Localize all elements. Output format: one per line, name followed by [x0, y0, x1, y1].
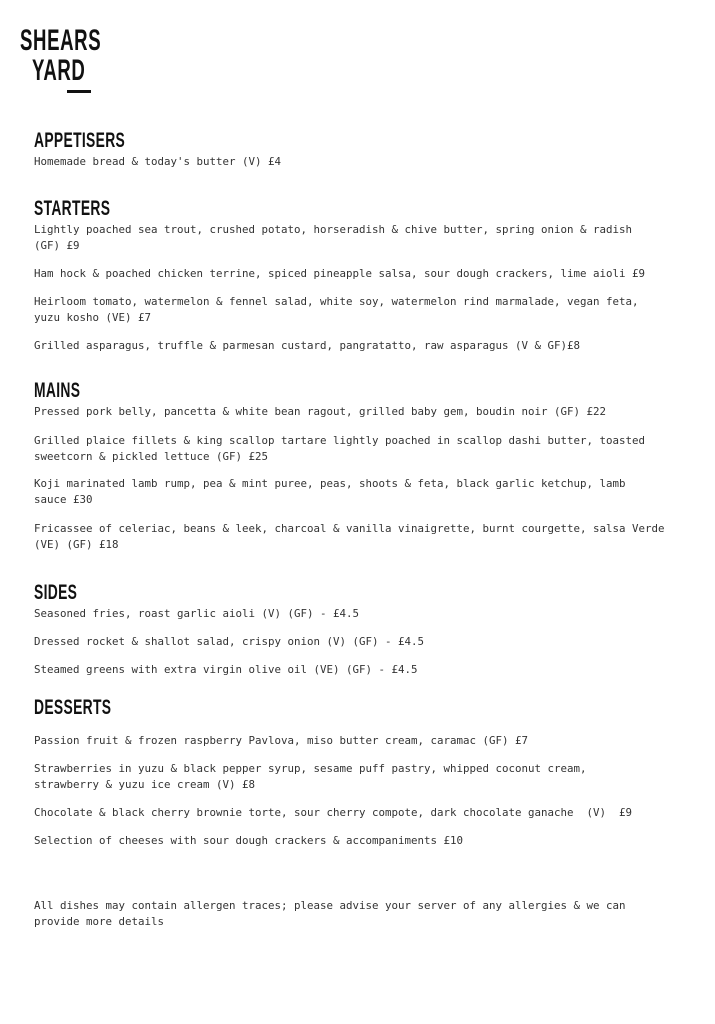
section-desserts [34, 697, 684, 861]
menu-item: Ham hock & poached chicken terrine, spiced pineapple salsa, sour dough crackers, lime aioli £9 [34, 267, 646, 280]
section-heading: DESSERTS [34, 696, 112, 719]
menu-item: Selection of cheeses with sour dough crackers & accompaniments £10 [34, 834, 464, 847]
menu-item: Seasoned fries, roast garlic aioli (V) (GF) - £4.5 [34, 607, 360, 620]
section-heading: STARTERS [34, 197, 111, 220]
section-heading: APPETISERS [34, 129, 126, 152]
menu-item: Dressed rocket & shallot salad, crispy onion (V) (GF) - £4.5 [34, 635, 425, 648]
section-mains [34, 380, 684, 565]
logo-line-2: YARD [32, 54, 86, 87]
section-heading: SIDES [34, 581, 78, 604]
menu-item: Chocolate & black cherry brownie torte, sour cherry compote, dark chocolate ganache (V) £9 [34, 806, 633, 819]
menu-item: Passion fruit & frozen raspberry Pavlova, miso butter cream, caramac (GF) £7 [34, 734, 529, 747]
menu-item: Fricassee of celeriac, beans & leek, charcoal & vanilla vinaigrette, burnt courgette, salsa Verde (VE) (GF) £18 [34, 522, 665, 551]
logo [20, 26, 100, 86]
menu-item: Koji marinated lamb rump, pea & mint puree, peas, shoots & feta, black garlic ketchup, lamb sauce £30 [34, 477, 626, 506]
menu-item: Lightly poached sea trout, crushed potato, horseradish & chive butter, spring onion & radish (GF) £9 [34, 223, 633, 252]
menu-item: Steamed greens with extra virgin olive oil (VE) (GF) - £4.5 [34, 663, 418, 676]
menu-item: Strawberries in yuzu & black pepper syrup, sesame puff pastry, whipped coconut cream, strawberry & yuzu ice cream (V) £8 [34, 762, 587, 791]
menu-item: Heirloom tomato, watermelon & fennel salad, white soy, watermelon rind marmalade, vegan feta, yuzu kosho (VE) £7 [34, 295, 639, 324]
section-sides [34, 582, 684, 690]
logo-line-1: SHEARS [20, 24, 102, 57]
menu-item: Pressed pork belly, pancetta & white bean ragout, grilled baby gem, boudin noir (GF) £22 [34, 405, 607, 418]
menu-item: Grilled asparagus, truffle & parmesan custard, pangratatto, raw asparagus (V & GF)£8 [34, 339, 581, 352]
section-starters [34, 198, 684, 366]
logo-underline [67, 90, 91, 93]
allergen-notice: All dishes may contain allergen traces; please advise your server of any allergies & we can provide more details [34, 899, 626, 928]
section-heading: MAINS [34, 379, 81, 402]
section-appetisers [34, 130, 684, 182]
menu-item: Grilled plaice fillets & king scallop tartare lightly poached in scallop dashi butter, toasted sweetcorn & pickled lettuce (GF) £25 [34, 434, 646, 463]
menu-item: Homemade bread & today's butter (V) £4 [34, 155, 282, 168]
